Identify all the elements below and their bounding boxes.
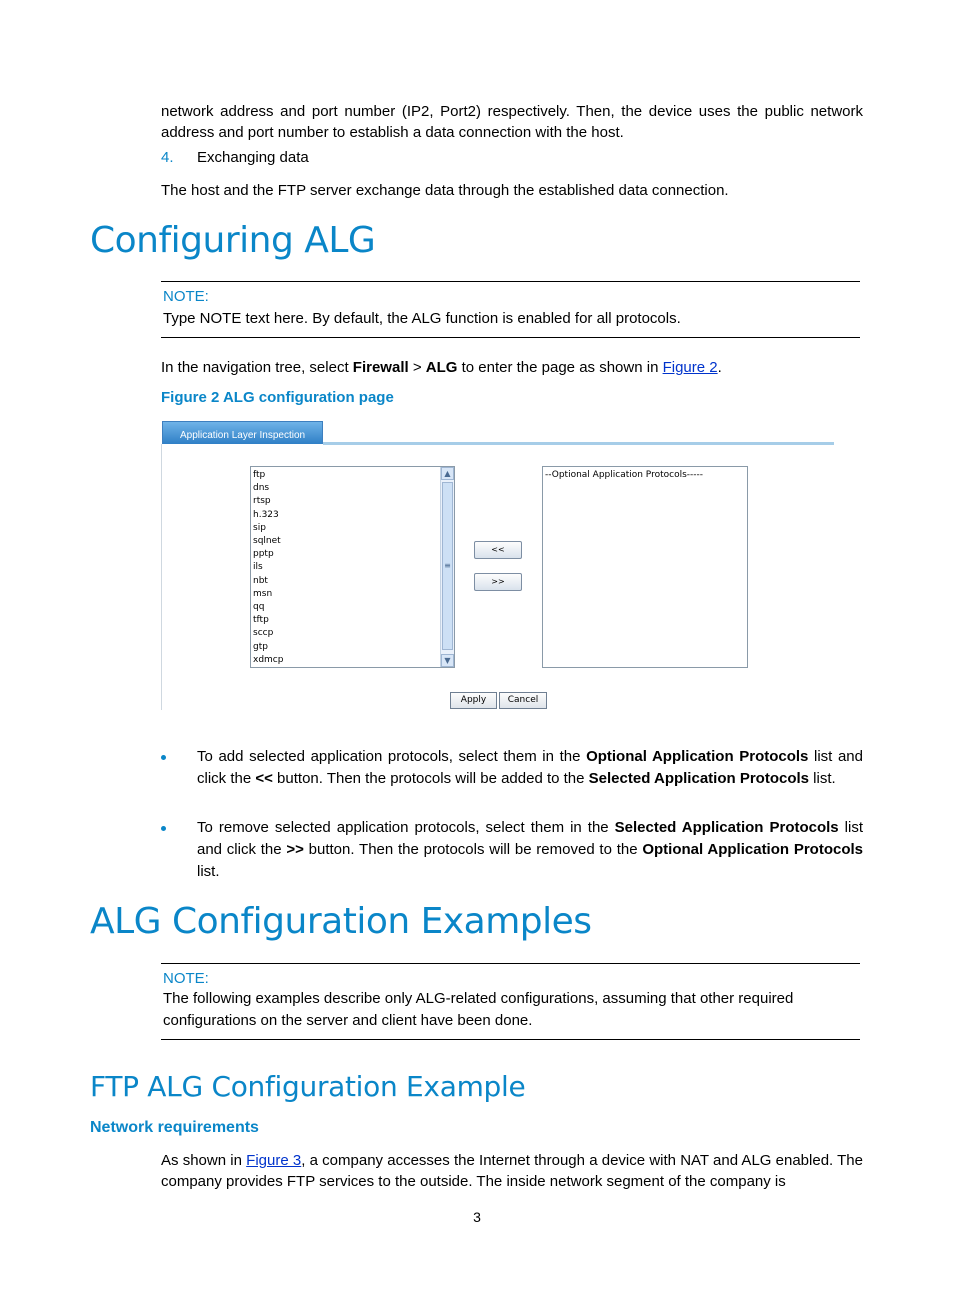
scroll-thumb[interactable] bbox=[442, 482, 453, 650]
selected-protocols-items bbox=[251, 469, 454, 667]
bullet-text: button. Then the protocols will be removed to the bbox=[303, 841, 643, 858]
protocol-list-item[interactable]: msn bbox=[253, 588, 273, 599]
selected-protocols-list[interactable] bbox=[250, 466, 455, 668]
figure-3-link[interactable]: Figure 3 bbox=[246, 1152, 302, 1169]
protocol-list-item[interactable]: pptp bbox=[253, 549, 274, 560]
protocol-list-item[interactable]: sqlnet bbox=[253, 536, 281, 547]
nav-alg: ALG bbox=[425, 359, 458, 376]
step-number: 4. bbox=[161, 149, 174, 166]
protocol-list-item[interactable]: ftp bbox=[253, 470, 266, 480]
protocol-list-item[interactable]: tftp bbox=[253, 615, 269, 626]
bullet-text: To remove selected application protocols, select them in the bbox=[197, 819, 615, 836]
bullet-text: list. bbox=[809, 770, 836, 787]
note-text: The following examples describe only ALG-related configurations, assuming that other required configurations on the server and client have been done. bbox=[163, 990, 794, 1029]
note-box bbox=[161, 281, 860, 338]
nav-instruction bbox=[161, 357, 863, 378]
note-label: NOTE: bbox=[163, 288, 209, 305]
protocol-list-item[interactable]: gtp bbox=[253, 641, 268, 652]
scrollbar[interactable] bbox=[440, 467, 454, 667]
protocol-list-item[interactable]: qq bbox=[253, 602, 265, 613]
bullet-bold: Optional Application Protocols bbox=[586, 748, 809, 765]
protocol-list-item[interactable]: ils bbox=[253, 562, 263, 573]
optional-protocols-header[interactable]: --Optional Application Protocols----- bbox=[545, 470, 704, 480]
note-label: NOTE: bbox=[163, 970, 209, 987]
bullet-bold: Selected Application Protocols bbox=[614, 819, 839, 836]
note-text: Type NOTE text here. By default, the ALG function is enabled for all protocols. bbox=[163, 310, 681, 327]
grip-icon: ≡ bbox=[444, 561, 451, 570]
req-text-2: , a company accesses the Internet through a device with NAT and ALG enabled. The company provides FTP services to the outside. The inside network segment of the company is bbox=[161, 1152, 863, 1190]
section-title-configuring-alg: Configuring ALG bbox=[90, 220, 376, 261]
scroll-down-icon[interactable]: ▼ bbox=[441, 654, 454, 667]
subsection-network-requirements: Network requirements bbox=[90, 1119, 259, 1136]
remove-protocol-button[interactable]: >> bbox=[474, 573, 522, 591]
bullet-bold: Selected Application Protocols bbox=[588, 770, 809, 787]
protocol-list-item[interactable]: rtsp bbox=[253, 496, 271, 507]
alg-config-widget bbox=[161, 420, 834, 710]
scroll-up-icon[interactable]: ▲ bbox=[441, 467, 454, 480]
bullet-text: button. Then the protocols will be added to the bbox=[272, 770, 589, 787]
bullet-text: To add selected application protocols, select them in the bbox=[197, 748, 587, 765]
protocol-list-item[interactable]: h.323 bbox=[253, 509, 279, 520]
nav-firewall: Firewall bbox=[352, 359, 409, 376]
bullet-text: list and click the bbox=[197, 819, 863, 858]
intro-paragraph: network address and port number (IP2, Port2) respectively. Then, the device uses the public network address and port number to establish a data connection with the host. bbox=[161, 103, 863, 141]
bullet-icon bbox=[161, 826, 166, 831]
figure-2-link[interactable]: Figure 2 bbox=[662, 359, 718, 376]
step-text: Exchanging data bbox=[197, 149, 309, 166]
section-title-alg-examples: ALG Configuration Examples bbox=[90, 901, 592, 942]
protocol-list-item[interactable]: xdmcp bbox=[253, 654, 284, 665]
add-protocol-button[interactable]: << bbox=[474, 541, 522, 559]
protocol-list-item[interactable]: sccp bbox=[253, 628, 274, 639]
bullet-text: list. bbox=[197, 863, 220, 880]
intro-paragraph-2: The host and the FTP server exchange data through the established data connection. bbox=[161, 182, 729, 199]
req-text: As shown in bbox=[161, 1152, 247, 1169]
bullet-text: list and click the bbox=[197, 748, 863, 787]
cancel-button[interactable]: Cancel bbox=[499, 692, 547, 709]
protocol-list-item[interactable]: nbt bbox=[253, 575, 268, 586]
optional-protocols-list[interactable] bbox=[542, 466, 748, 668]
nav-period: . bbox=[717, 359, 722, 376]
step-item bbox=[161, 149, 309, 166]
tab-application-layer-inspection[interactable]: Application Layer Inspection bbox=[162, 421, 323, 444]
apply-button[interactable]: Apply bbox=[450, 692, 497, 709]
page-number: 3 bbox=[473, 1209, 481, 1225]
tab-divider bbox=[323, 442, 834, 445]
section-title-ftp-alg: FTP ALG Configuration Example bbox=[90, 1070, 526, 1103]
note-box-2 bbox=[161, 963, 860, 1040]
widget-frame bbox=[161, 444, 162, 710]
nav-text-2: to enter the page as shown in bbox=[457, 359, 663, 376]
bullet-item-remove bbox=[197, 817, 863, 883]
figure-caption: Figure 2 ALG configuration page bbox=[161, 389, 394, 406]
nav-text: In the navigation tree, select bbox=[161, 359, 353, 376]
bullet-bold: << bbox=[255, 770, 273, 787]
protocol-list-item[interactable]: sip bbox=[253, 522, 266, 533]
nav-separator: > bbox=[408, 359, 426, 376]
bullet-item-add bbox=[197, 746, 863, 790]
bullet-icon bbox=[161, 755, 166, 760]
requirements-paragraph bbox=[161, 1150, 863, 1192]
bullet-bold: Optional Application Protocols bbox=[642, 841, 863, 858]
bullet-bold: >> bbox=[286, 841, 304, 858]
protocol-list-item[interactable]: dns bbox=[253, 483, 270, 494]
